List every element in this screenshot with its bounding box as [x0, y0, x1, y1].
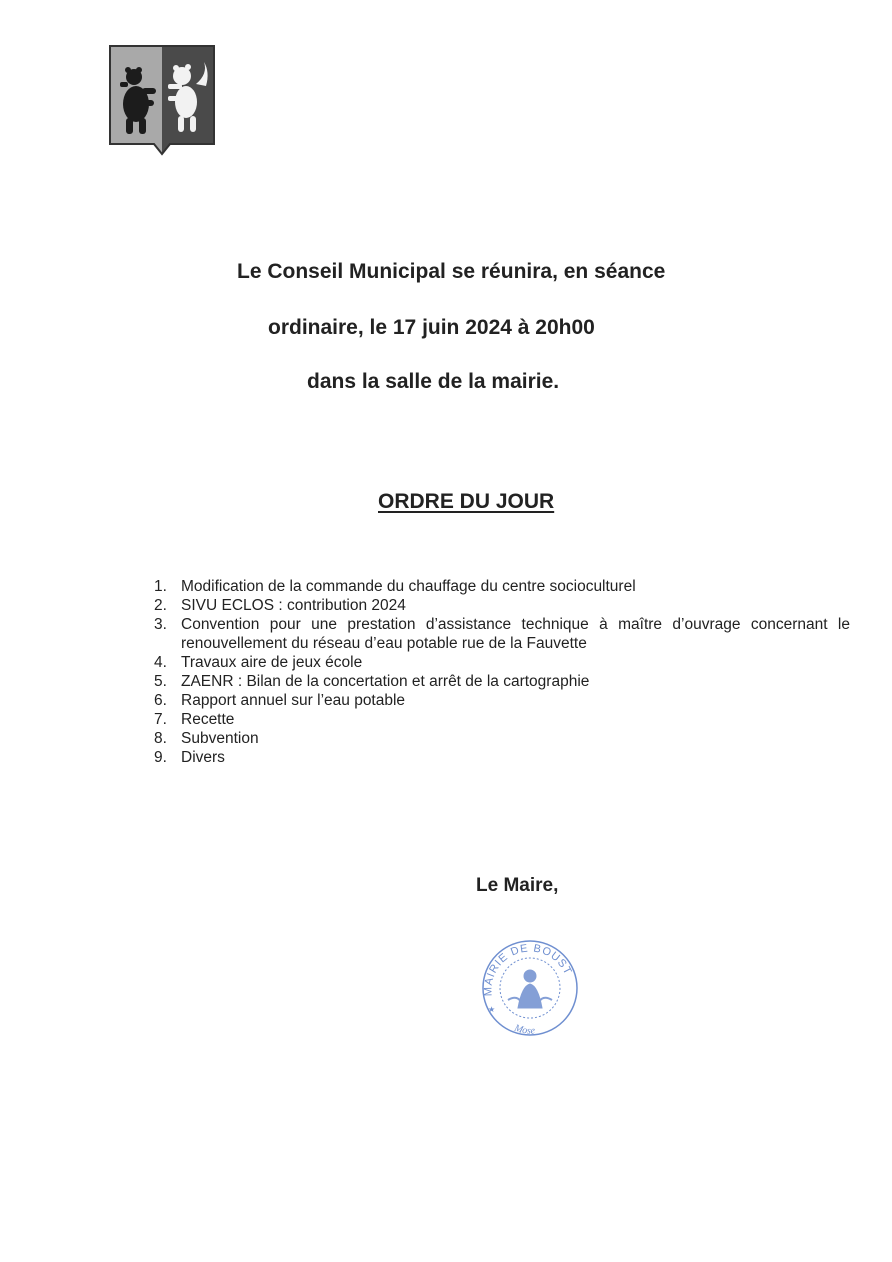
item-text: Recette	[181, 711, 235, 728]
item-text-line-2: renouvellement du réseau d’eau potable rue de la Fauvette	[181, 635, 587, 652]
list-item	[150, 577, 850, 596]
item-text: Subvention	[181, 730, 259, 747]
list-item	[150, 729, 850, 748]
list-item	[150, 748, 850, 767]
agenda-title: ORDRE DU JOUR	[378, 490, 555, 513]
item-number: 9.	[154, 749, 167, 766]
shield-icon	[108, 44, 216, 156]
item-number: 3.	[154, 616, 167, 633]
svg-text:★: ★	[488, 1005, 496, 1014]
item-number: 2.	[154, 597, 167, 614]
announcement-line-2: ordinaire, le 17 juin 2024 à 20h00	[268, 316, 595, 339]
item-number: 5.	[154, 673, 167, 690]
list-item	[150, 672, 850, 691]
item-number: 7.	[154, 711, 167, 728]
item-number: 8.	[154, 730, 167, 747]
list-item	[150, 653, 850, 672]
svg-text:Mose	[512, 1022, 536, 1036]
item-text: Divers	[181, 749, 225, 766]
item-text: ZAENR : Bilan de la concertation et arrêt de la cartographie	[181, 673, 590, 690]
item-number: 4.	[154, 654, 167, 671]
item-number: 6.	[154, 692, 167, 709]
coat-of-arms-logo	[108, 44, 216, 156]
announcement-line-1: Le Conseil Municipal se réunira, en séance	[237, 260, 666, 283]
mairie-stamp	[478, 938, 582, 1040]
list-item	[150, 596, 850, 615]
item-text	[181, 615, 850, 653]
announcement-line-3: dans la salle de la mairie.	[307, 370, 560, 393]
item-text: Travaux aire de jeux école	[181, 654, 363, 671]
stamp-text-bottom: Mose	[512, 1022, 536, 1037]
list-item	[150, 615, 850, 653]
stamp-text-top: MAIRIE DE BOUST	[482, 942, 575, 997]
item-text: SIVU ECLOS : contribution 2024	[181, 597, 406, 614]
agenda-list	[150, 577, 850, 767]
signature-title: Le Maire,	[476, 875, 559, 896]
list-item	[150, 691, 850, 710]
item-number: 1.	[154, 578, 167, 595]
item-text-line-1: Convention pour une prestation d’assistance technique à maître d’ouvrage concernant le	[181, 616, 850, 633]
list-item	[150, 710, 850, 729]
item-text: Modification de la commande du chauffage du centre socioculturel	[181, 578, 636, 595]
item-text: Rapport annuel sur l’eau potable	[181, 692, 406, 709]
stamp-seal-icon	[478, 938, 582, 1040]
